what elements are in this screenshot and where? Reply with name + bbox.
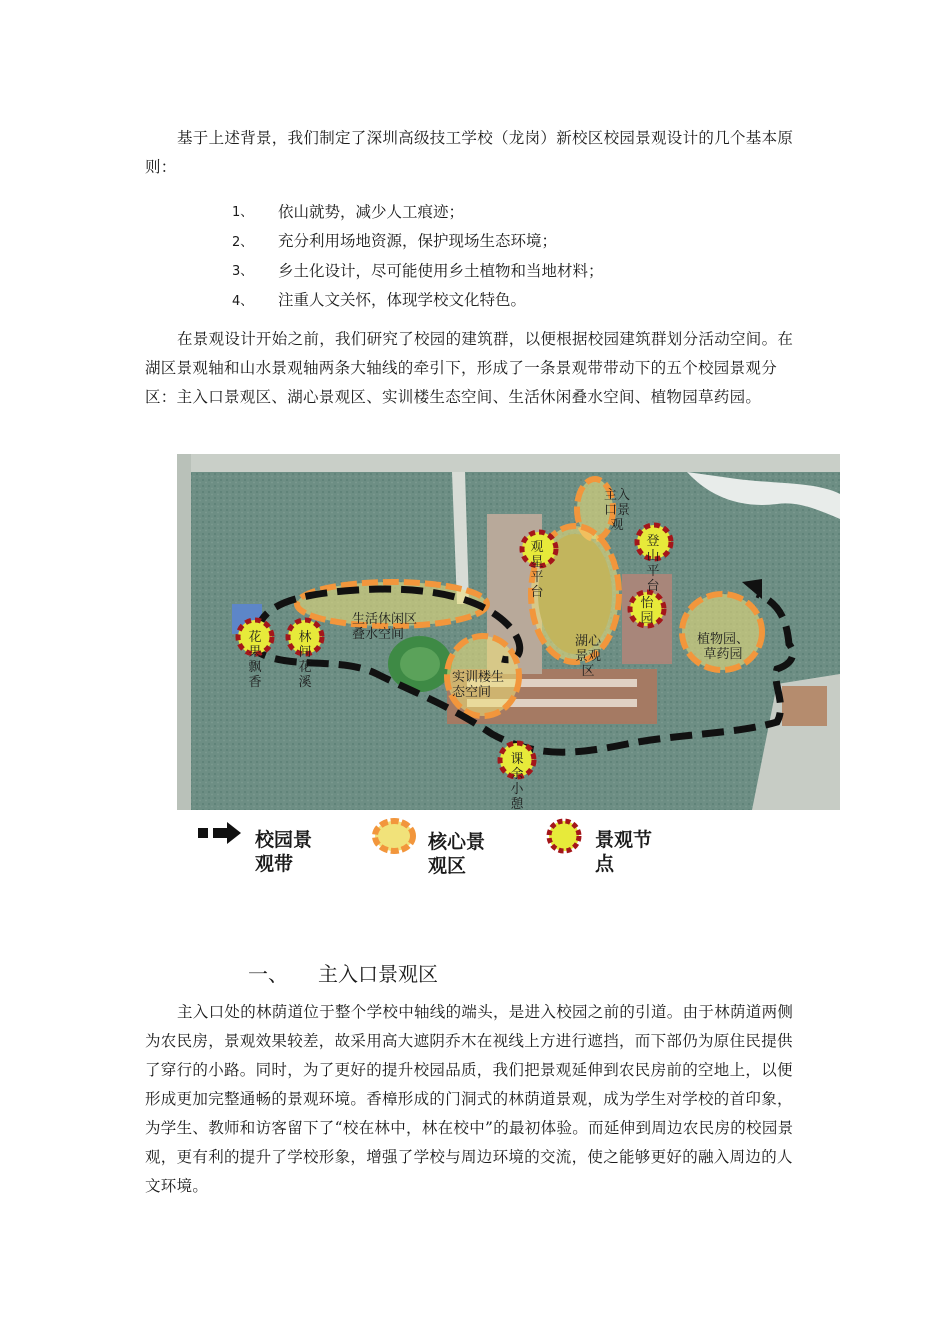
label-forest-stream: 林间花溪 xyxy=(298,630,312,690)
list-number: 2、 xyxy=(232,234,254,250)
label-training-eco: 实训楼生态空间 xyxy=(452,670,505,700)
label-living-water: 生活休闲区叠水空间 xyxy=(352,612,418,642)
legend-band-label: 校园景观带 xyxy=(255,829,313,875)
landscape-node-icon xyxy=(542,818,586,856)
principles-list xyxy=(232,196,604,314)
label-flower-fragrance: 花果飘香 xyxy=(248,630,262,690)
list-text: 充分利用场地资源，保护现场生态环境； xyxy=(278,232,558,251)
map-top-road xyxy=(177,454,840,472)
section-title: 主入口景观区 xyxy=(318,962,438,986)
list-text: 乡土化设计，尽可能使用乡土植物和当地材料； xyxy=(278,261,604,280)
section-paragraph: 主入口处的林荫道位于整个学校中轴线的端头，是进入校园之前的引道。由于林荫道两侧为农民房，景观效果较差，故采用高大遮阴乔木在视线上方进行遮挡，而下部仍为原住民提供了穿行的小路。同时，为了更好的提升校园品质，我们把景观延伸到农民房前的空地上，以便形成更加完整通畅的景观环境。香樟形成的门洞式的林荫道景观，成为学生对学校的首印象，为学生、教师和访客留下了“校在林中，林在校中”的最初体验。而延伸到周边农民房的校园景观，更有利的提升了学校形象，增强了学校与周边环境的交流，使之能够更好的融入周边的人文环境。 xyxy=(145,1003,794,1195)
label-botanic: 植物园、草药园 xyxy=(696,632,749,662)
zones-paragraph: 在景观设计开始之前，我们研究了校园的建筑群，以便根据校园建筑群划分活动空间。在湖区景观轴和山水景观轴两条大轴线的牵引下，形成了一条景观带带动下的五个校园景观分区：主入口景观区、湖心景观区、实训楼生态空间、生活休闲叠水空间、植物园草药园。 xyxy=(145,330,794,406)
landscape-band-icon xyxy=(195,820,243,848)
intro-paragraph: 基于上述背景，我们制定了深圳高级技工学校（龙岗）新校区校园景观设计的几个基本原则： xyxy=(145,129,794,176)
label-lake-center: 湖心景观区 xyxy=(574,634,601,679)
map-east-building xyxy=(782,686,827,726)
list-item xyxy=(232,285,604,315)
section-heading xyxy=(248,958,438,987)
map-legend xyxy=(195,818,695,888)
label-climb-platform: 登山平台 xyxy=(646,534,660,594)
list-text: 依山就势，减少人工痕迹； xyxy=(278,202,465,221)
list-number: 1、 xyxy=(232,205,254,221)
list-item xyxy=(232,196,604,226)
label-main-entrance: 主入口景观 xyxy=(603,488,630,533)
core-area-icon xyxy=(371,818,417,856)
list-number: 4、 xyxy=(232,293,254,309)
list-number: 3、 xyxy=(232,264,254,280)
map-left-road xyxy=(177,454,191,810)
list-item xyxy=(232,226,604,256)
legend-node-label: 景观节点 xyxy=(595,829,653,875)
campus-landscape-map xyxy=(177,454,840,810)
label-rest-spot: 课余小憩 xyxy=(510,752,524,810)
label-star-platform: 观星平台 xyxy=(530,540,544,600)
section-number: 一、 xyxy=(248,962,288,986)
legend-core-label: 核心景观区 xyxy=(428,831,486,877)
list-item xyxy=(232,255,604,285)
label-yi-garden: 怡园 xyxy=(640,596,654,626)
list-text: 注重人文关怀，体现学校文化特色。 xyxy=(278,291,527,310)
